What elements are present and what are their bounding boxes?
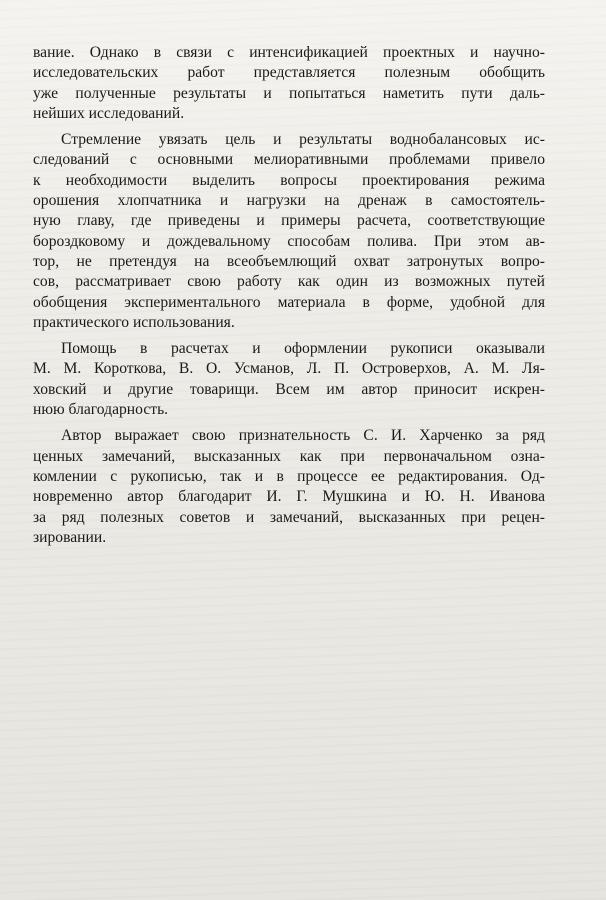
text-line: ховский и другие товарищи. Всем им автор приносит искрен- (33, 380, 545, 398)
text-line: нюю благодарность. (33, 401, 169, 419)
text-line: следований с основными мелиоративными проблемами привело (33, 151, 545, 169)
paragraph-2 (33, 130, 545, 333)
text-line: зировании. (33, 528, 107, 546)
paragraph-1 (33, 43, 545, 124)
text-line: уже полученные результаты и попытаться наметить пути даль- (33, 84, 545, 102)
text-line: сов, рассматривает свою работу как один из возможных путей (33, 273, 545, 291)
text-line: Помощь в расчетах и оформлении рукописи оказывали (61, 340, 545, 358)
paragraph-4 (33, 426, 545, 548)
text-line: исследовательских работ представляется полезным обобщить (33, 64, 545, 82)
text-line: к необходимости выделить вопросы проектирования режима (33, 171, 545, 189)
text-line: комлении с рукописью, так и в процессе ее редактирования. Од- (33, 467, 545, 485)
text-line: вание. Однако в связи с интенсификацией проектных и научно- (33, 44, 545, 61)
page-text (33, 43, 545, 554)
text-line: тор, не претендуя на всеобъемлющий охват затронутых вопро- (33, 252, 545, 270)
text-line: Автор выражает свою признательность С. И. Харченко за ряд (61, 427, 545, 445)
text-line: орошения хлопчатника и нагрузки на дренаж в самостоятель- (33, 192, 545, 210)
text-line: практического использования. (33, 313, 235, 331)
text-line: бороздковому и дождевальному способам полива. При этом ав- (33, 232, 545, 250)
text-line: М. М. Короткова, В. О. Усманов, Л. П. Островерхов, А. М. Ля- (33, 360, 545, 378)
paragraph-3 (33, 339, 545, 420)
text-line: ценных замечаний, высказанных как при первоначальном озна- (33, 447, 545, 465)
text-line: ную главу, где приведены и примеры расчета, соответствующие (33, 212, 545, 230)
text-line: обобщения экспериментального материала в форме, удобной для (33, 293, 545, 311)
text-line: нейших исследований. (33, 104, 185, 122)
text-line: Стремление увязать цель и результаты воднобалансовых ис- (61, 131, 545, 149)
text-line: за ряд полезных советов и замечаний, высказанных при рецен- (33, 508, 545, 526)
text-line: новременно автор благодарит И. Г. Мушкина и Ю. Н. Иванова (33, 488, 545, 506)
